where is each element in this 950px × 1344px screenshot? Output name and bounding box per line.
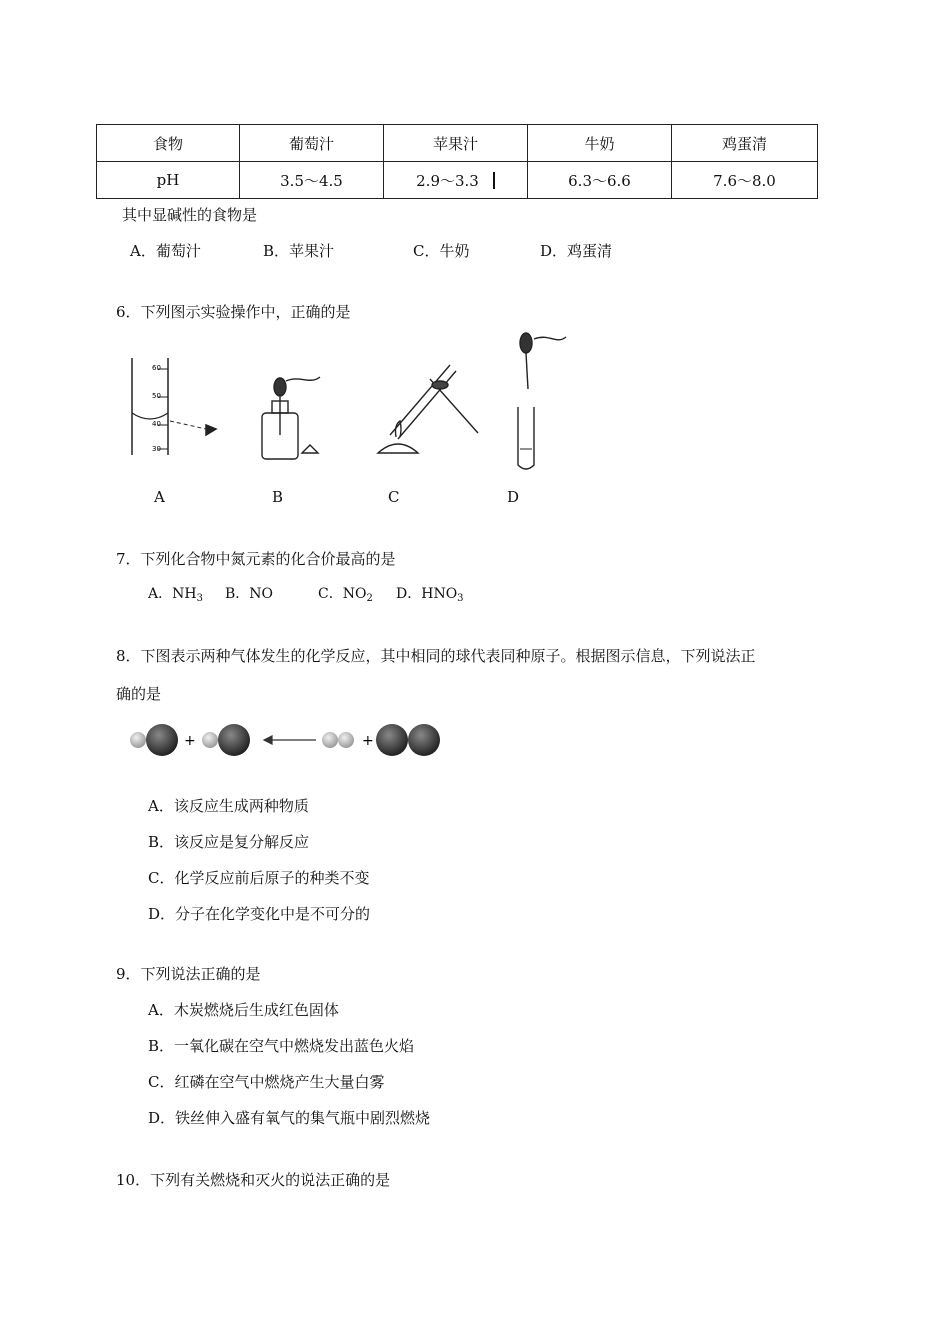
q8-option-d: D．分子在化学变化中是不可分的 — [148, 905, 371, 923]
q6-figure — [110, 325, 580, 475]
figure-label-b: B — [272, 488, 284, 506]
figure-label-a: A — [154, 488, 165, 506]
q5-stem: 其中显碱性的食物是 — [122, 206, 258, 224]
q7-stem: 7．下列化合物中氮元素的化合价最高的是 — [116, 550, 396, 568]
q5-option-b: B．苹果汁 — [263, 242, 335, 260]
q9-option-a: A．木炭燃烧后生成红色固体 — [148, 1001, 339, 1019]
cylinder-tick-label: 50 — [152, 392, 161, 400]
plus-sign: + — [184, 733, 196, 749]
table-row-label: pH — [97, 162, 240, 199]
table-cell: 3.5～4.5 — [240, 162, 384, 199]
q5-option-a: A．葡萄汁 — [130, 242, 201, 260]
product-molecule-2 — [202, 724, 250, 756]
q9-option-c: C．红磷在空气中燃烧产生大量白雾 — [148, 1073, 385, 1091]
q9-option-b: B．一氧化碳在空气中燃烧发出蓝色火焰 — [148, 1037, 415, 1055]
table-cell-text: 2.9～3.3 — [416, 171, 479, 190]
figure-d-dropper-tube — [518, 333, 566, 469]
cylinder-tick-label: 30 — [152, 445, 161, 453]
q7-option-b: B．NO — [225, 586, 274, 602]
ph-table — [96, 124, 818, 199]
q7-option-a: A．$NH_3$ — [148, 586, 203, 604]
table-header-cell: 葡萄汁 — [240, 125, 384, 162]
q8-stem-line1: 8．下图表示两种气体发生的化学反应，其中相同的球代表同种原子。根据图示信息，下列说法正 — [116, 647, 756, 665]
table-header-cell: 苹果汁 — [384, 125, 528, 162]
table-header-cell: 牛奶 — [528, 125, 672, 162]
figure-label-c: C — [388, 488, 400, 506]
q8-reaction-diagram — [120, 716, 460, 764]
q10-stem: 10．下列有关燃烧和灭火的说法正确的是 — [116, 1171, 391, 1189]
q9-option-d: D．铁丝伸入盛有氧气的集气瓶中剧烈燃烧 — [148, 1109, 431, 1127]
q5-option-c: C．牛奶 — [413, 242, 470, 260]
table-header-cell: 食物 — [97, 125, 240, 162]
q8-option-c: C．化学反应前后原子的种类不变 — [148, 869, 370, 887]
cylinder-tick-label: 40 — [152, 420, 161, 428]
reaction-arrow — [264, 736, 316, 744]
table-cell: 6.3～6.6 — [528, 162, 672, 199]
table-header-cell: 鸡蛋清 — [672, 125, 818, 162]
q8-option-a: A．该反应生成两种物质 — [148, 797, 309, 815]
table-cell — [384, 162, 528, 199]
q7-option-c: C．$NO_2$ — [318, 586, 373, 604]
text-cursor-mark — [493, 172, 495, 189]
q9-stem: 9．下列说法正确的是 — [116, 965, 261, 983]
product-molecule-1 — [130, 724, 178, 756]
reactant-molecule-2 — [376, 724, 440, 756]
plus-sign: + — [362, 733, 374, 749]
q8-stem-line2: 确的是 — [116, 685, 162, 703]
q6-stem: 6．下列图示实验操作中，正确的是 — [116, 303, 351, 321]
table-header-row — [97, 125, 818, 162]
figure-c-heating-tube — [378, 365, 478, 453]
q8-option-b: B．该反应是复分解反应 — [148, 833, 310, 851]
cylinder-tick-label: 60 — [152, 364, 161, 372]
table-cell: 7.6～8.0 — [672, 162, 818, 199]
reactant-molecule-1 — [322, 732, 354, 748]
figure-a-cylinder — [132, 358, 216, 455]
q5-option-d: D．鸡蛋清 — [540, 242, 613, 260]
table-row — [97, 162, 818, 199]
q7-option-d: D．$HNO_3$ — [396, 586, 464, 604]
figure-label-d: D — [507, 488, 520, 506]
figure-b-dropper-bottle — [262, 377, 320, 459]
